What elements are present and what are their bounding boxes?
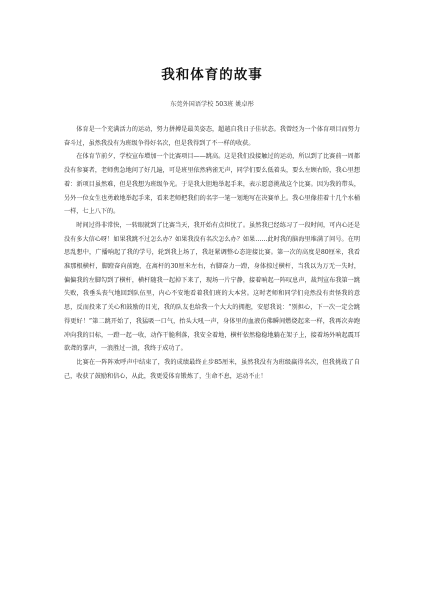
paragraph-3: 时间过得非常快，一转眼就到了比赛当天，我开始有点担忧了。虽然我已经练习了一段时间，可内心还是没有多大信心呀！如果我跳不过怎么办？如果我没有名次怎么办？如果……此时我的脑海里堆满了问号。在明思乱想中，广播响起了我的学号，轮到我上场了，我赶紧调整心态迎接比赛。第一次的高度是80厘米，我看准那根横杆，脚蹬奋向前跑，在离杆的30厘米左右，右脚奋力一蹬，身体掠过横杆，当我以为万无一失时，偏偏我的左脚勾到了横杆，横杆随我一起掉下来了，现场一片宁静，接着响起一阵叹息声，裁判宣布我第一跳失败，我垂头丧气地回到队伍里，内心不安地看着我们班的大本营。这时老师和同学们竟然没有责怪我的意思，反而投来了关心和鼓励的目光，我的队友也给我一个大大的拥抱，安慰我说：“别担心，下一次一定会跳得更好！”第二跳开始了，我猛吸一口气，抬头大吼一声，身体里的血液仿佛瞬间燃烧起来一样，我再次奔跑冲向我的目标，一蹬一起一收，动作干脆利落，我安全着地，横杆依然稳稳地躺在架子上，接着场外响起震耳欲聋的掌声，一浪胜过一浪，我终于成功了。 (64, 221, 360, 353)
essay-title: 我和体育的故事 (161, 67, 263, 83)
author-line: 东莞外国语学校 503班 姚卓彤 (170, 101, 254, 108)
paragraph-2: 在体育节前夕，学校宣布增加一个比赛项目——跳高。这是我们没接触过的运动，所以到了比赛前一周都没有参赛者，老师焦急地问了好几遍，可是班里依然鸦雀无声，同学们要么低着头，要么左顾右盼，我心里想着：新项目虽然难，但是我想为班级争光。于是我大胆地举起手来，表示愿意挑战这个比赛。因为我的带头，另外一位女生也勇敢地举起手来，看来老师把我们的名字一笔一划地写在决赛单上。我心里像挂着十几个水桶一样，七上八下的。 (64, 153, 360, 216)
paragraph-4: 比赛在一阵阵欢呼声中结束了，我的成绩最终止步85厘米，虽然我没有为班级赢得名次，但我挑战了自己，收获了鼓励和信心，从此，我更爱体育锻炼了，生命不息，运动不止！ (64, 358, 360, 380)
paragraph-1: 体育是一个充满活力的运动，努力拼搏是最美姿态，超越自我日子佳状态。我曾经为一个体育项目而努力奋斗过，虽然我没有为班级争得好名次，但是我得到了不一样的收获。 (64, 126, 360, 147)
